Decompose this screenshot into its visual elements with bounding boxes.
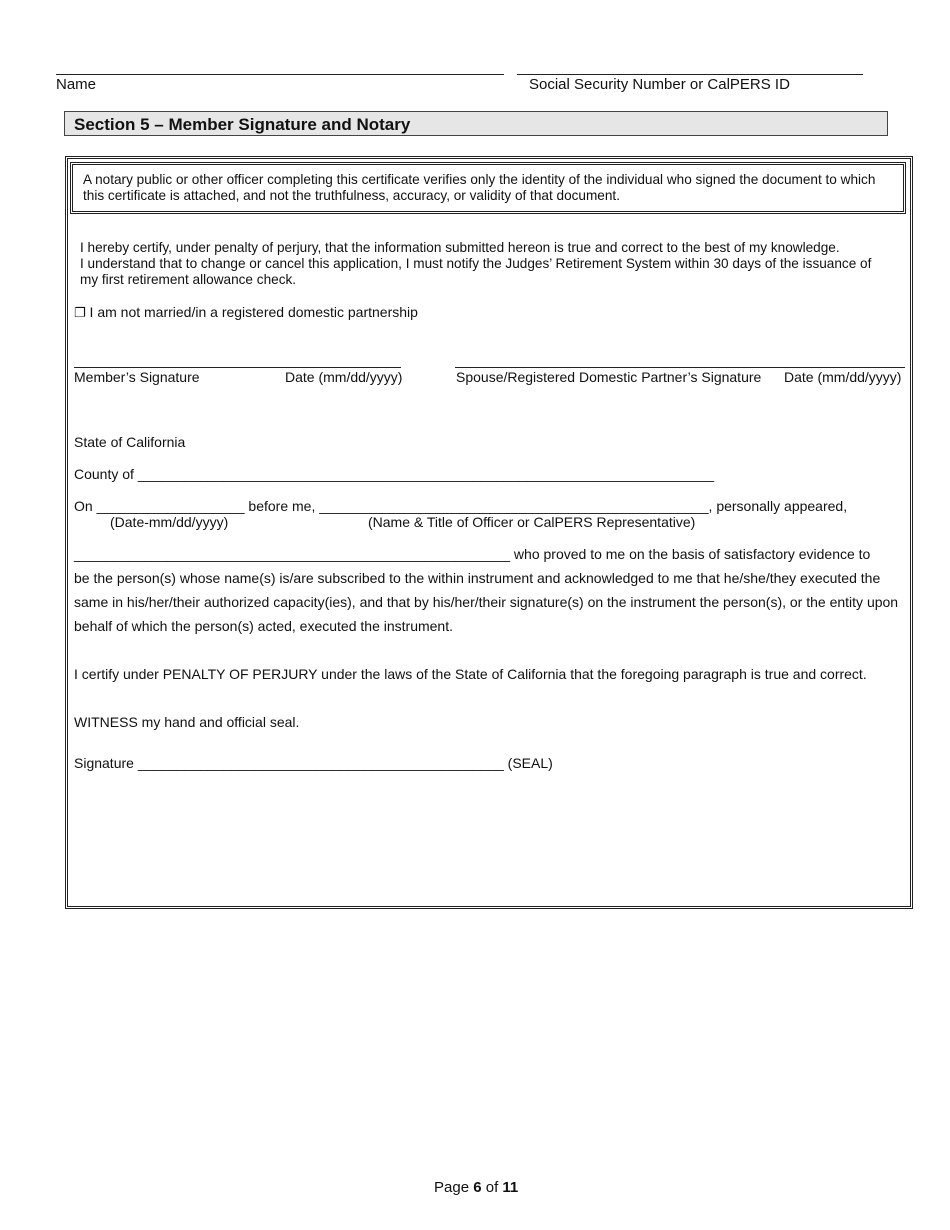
page-of: of bbox=[485, 1179, 499, 1196]
checkbox-label: I am not married/in a registered domestic partnership bbox=[89, 304, 418, 320]
spouse-date-label: Date (mm/dd/yyyy) bbox=[784, 369, 902, 385]
notary-signature-field[interactable]: _______________________________________________ bbox=[137, 755, 504, 771]
ssn-line bbox=[517, 74, 863, 75]
proved-row bbox=[74, 546, 870, 562]
officer-caption: (Name & Title of Officer or CalPERS Representative) bbox=[368, 514, 696, 530]
page-number bbox=[434, 1179, 518, 1196]
spouse-signature-line[interactable] bbox=[455, 367, 905, 368]
on-label: On bbox=[74, 498, 93, 514]
certify-line-2: I understand that to change or cancel this application, I must notify the Judges’ Retirement System within 30 days of the issuance of bbox=[80, 256, 872, 271]
county-label: County of bbox=[74, 466, 134, 482]
ack-line-3: same in his/her/their authorized capacity(ies), and that by his/her/their signature(s) on the instrument the person(s), or the entity upon bbox=[74, 594, 899, 610]
perjury-statement: I certify under PENALTY OF PERJURY under the laws of the State of California that the foregoing paragraph is true and correct. bbox=[74, 666, 867, 682]
page-current: 6 bbox=[473, 1179, 482, 1196]
county-field[interactable]: __________________________________________________________________________ bbox=[137, 466, 715, 482]
witness-statement: WITNESS my hand and official seal. bbox=[74, 714, 300, 730]
ssn-label: Social Security Number or CalPERS ID bbox=[529, 76, 790, 93]
appeared-person-field[interactable]: ________________________________________________________ bbox=[74, 546, 511, 562]
name-line bbox=[56, 74, 504, 75]
county-row bbox=[74, 466, 714, 482]
proved-text: who proved to me on the basis of satisfactory evidence to bbox=[513, 546, 871, 562]
section-title: Section 5 – Member Signature and Notary bbox=[74, 115, 411, 134]
ack-line-2: be the person(s) whose name(s) is/are subscribed to the within instrument and acknowledged to me that he/she/they executed the bbox=[74, 570, 881, 586]
certify-line-3: my first retirement allowance check. bbox=[80, 272, 297, 287]
notary-notice-text: A notary public or other officer completing this certificate verifies only the identity of the individual who signed the document to which this certificate is attached, and not the truthfulness, accuracy, or validity of that document. bbox=[83, 172, 876, 203]
on-date-field[interactable]: ___________________ bbox=[96, 498, 245, 514]
member-date-label: Date (mm/dd/yyyy) bbox=[285, 369, 403, 385]
name-label: Name bbox=[56, 76, 97, 93]
personally-appeared-label: , personally appeared, bbox=[708, 498, 848, 514]
notary-notice-box bbox=[70, 162, 906, 214]
before-me-label: before me, bbox=[248, 498, 316, 514]
spouse-signature-label: Spouse/Registered Domestic Partner’s Signature bbox=[456, 369, 762, 385]
seal-label: (SEAL) bbox=[507, 755, 553, 771]
state-label: State of California bbox=[74, 434, 186, 450]
member-signature-label: Member’s Signature bbox=[74, 369, 200, 385]
page-total: 11 bbox=[502, 1179, 519, 1196]
on-row bbox=[74, 498, 847, 514]
marital-checkbox-row[interactable] bbox=[74, 304, 418, 321]
page-prefix: Page bbox=[434, 1179, 470, 1196]
certify-line-1: I hereby certify, under penalty of perjury, that the information submitted hereon is true and correct to the best of my knowledge. bbox=[80, 240, 840, 255]
officer-field[interactable]: __________________________________________________ bbox=[319, 498, 709, 514]
member-signature-line[interactable] bbox=[74, 367, 401, 368]
ack-line-4: behalf of which the person(s) acted, executed the instrument. bbox=[74, 618, 453, 634]
date-caption: (Date-mm/dd/yyyy) bbox=[110, 514, 229, 530]
notary-signature-label: Signature bbox=[74, 755, 134, 771]
notary-signature-row bbox=[74, 755, 553, 771]
section-header bbox=[64, 111, 888, 136]
checkbox-icon[interactable]: ❐ bbox=[74, 306, 86, 321]
